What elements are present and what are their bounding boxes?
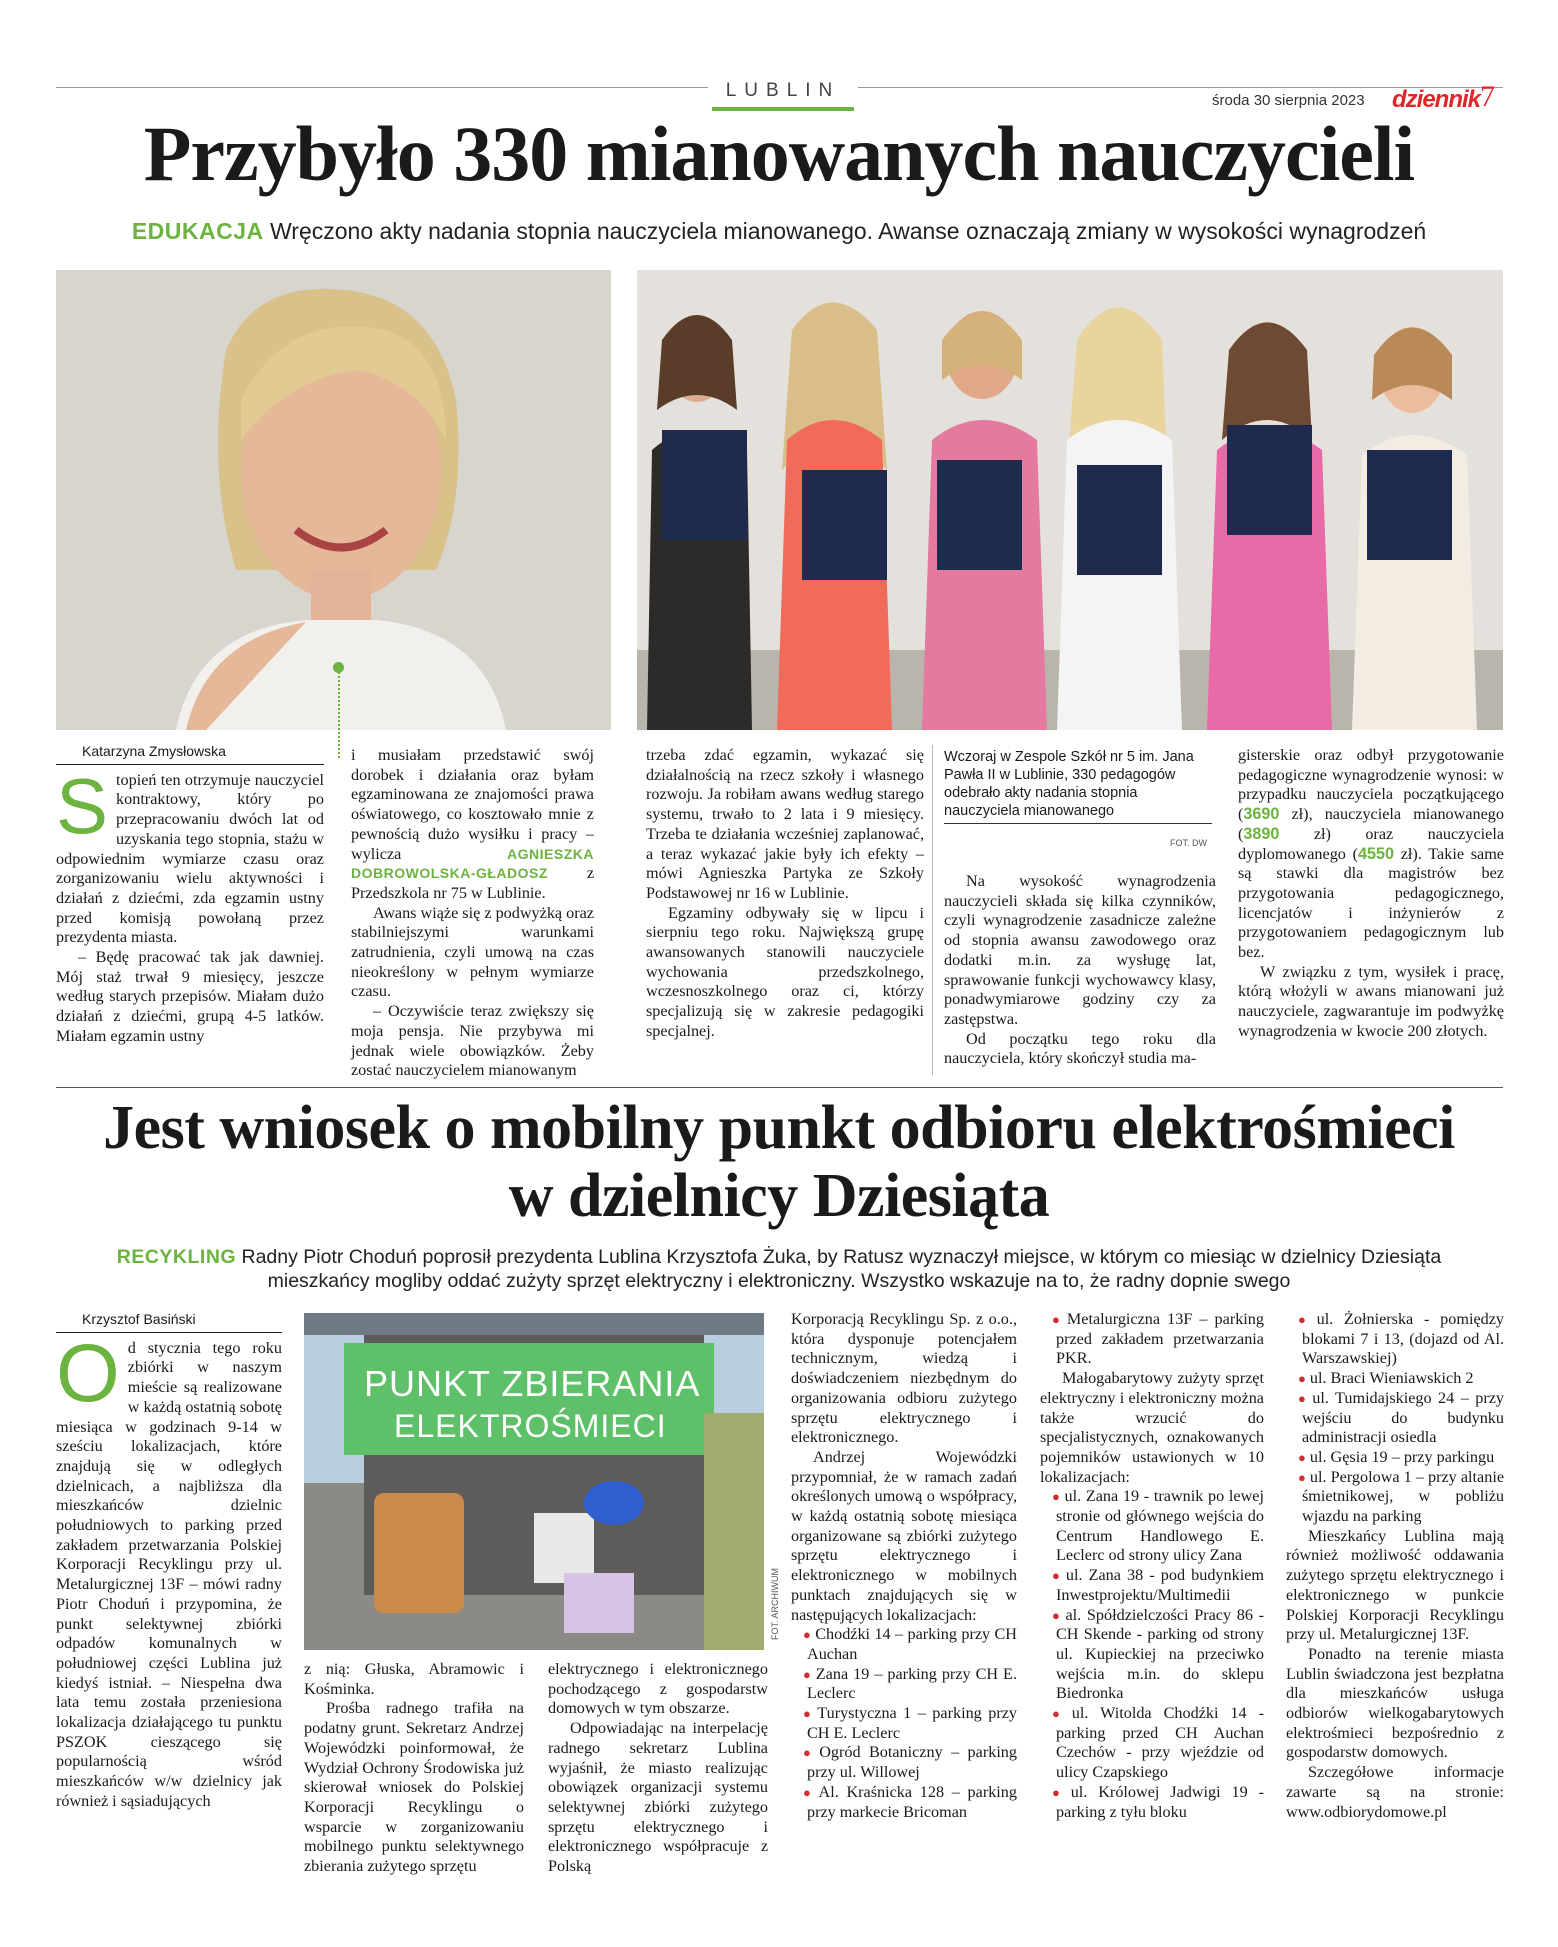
article1-lead-text: Wręczono akty nadania stopnia nauczyciela mianowanego. Awanse oznaczają zmiany w wysokości wynagrodzeń <box>270 218 1427 244</box>
article2-c1-p1: d stycznia tego roku zbiórki w naszym mieście są realizowane w każdą ostatnią sobotę miesiąca w godzinach 9-14 w sześciu lokalizacjach, które znajdują się w odległych dzielnicach, a najbliższa dla mieszkańców dzielnic południowych to parking przed zakładem przetwarzania Polskiej Korporacji Recyklingu przy ul. Metalurgicznej 13F – mówi radny Piotr Choduń i przypomina, że punkt selektywnej zbiórki odpadów komunalnych w południowej części Lublina już kiedyś istniał. – Niespełna dwa lata temu została przeniesiona lokalizacja działającego tu punktu PSZOK cieszącego się popularnością wśród mieszkańców w/w dzielnicy jak również i sąsiadujących <box>56 1338 282 1810</box>
location-list-item: ● Chodźki 14 – parking przy CH Auchan <box>791 1625 1017 1664</box>
article2-c3-p1: elektrycznego i elektronicznego pochodzącego z gospodarstw domowych w tym obszarze. <box>548 1660 768 1718</box>
article2-c6-p2: Ponadto na terenie miasta Lublin świadczona jest bezpłatna dla mieszkańców usługa odbiorów wielkogabarytowych elektrośmieci bezpośrednio z gospodarstw domowych. <box>1286 1644 1504 1762</box>
article1-column-1 <box>56 742 324 1047</box>
container-list-item: ● ul. Witolda Chodźki 14 - parking przed CH Auchan Czechów - przy wjeździe od ulicy Czapskiego <box>1040 1704 1264 1783</box>
article2-headline-line1: Jest wniosek o mobilny punkt odbioru elektrośmieci <box>103 1094 1455 1162</box>
article2-c3-p2: Odpowiadając na interpelację radnego sekretarz Lublina wyjaśnił, że miasto realizując obowiązek organizacji systemu selektywnej zbiórki zużytego sprzętu elektrycznego i elektronicznego współpracuje z Polską <box>548 1719 768 1876</box>
article2-c4-p2: Andrzej Wojewódzki przypomniał, że w ramach zadań określonych umową o współpracy, w każdą ostatnią sobotę miesiąca organizowane są zbiórki zużytego sprzętu elektrycznego i elektronicznego w mobilnych punktach znajdujących się w następujących lokalizacjach: <box>791 1447 1017 1624</box>
article1-column-3 <box>646 746 924 1042</box>
article1-c1-p1: topień ten otrzymuje nauczyciel kontraktowy, który po przepracowaniu dwóch lat od uzyskania tego stopnia, stażu w odpowiednim wymiarze czasu oraz zorganizowaniu wielu aktywności i działań z dziećmi, zda egzamin ustny przed komisją powołaną przez prezydenta miasta. <box>56 770 324 947</box>
photo-caption <box>944 748 1212 824</box>
location-list-item: ● Zana 19 – parking przy CH E. Leclerc <box>791 1665 1017 1704</box>
container-list-item: ● ul. Gęsia 19 – przy parkingu <box>1286 1448 1504 1468</box>
container-list-item: ● ul. Pergolowa 1 – przy altanie śmietnikowej, w pobliżu wjazdu na parking <box>1286 1468 1504 1527</box>
photo-caption-text: Wczoraj w Zespole Szkół nr 5 im. Jana Pawła II w Lublinie, 330 pedagogów odebrało akty nadania stopnia nauczyciela mianowanego <box>944 749 1194 819</box>
group-illustration <box>637 270 1503 730</box>
article1-c2-p3: – Oczywiście teraz zwiększy się moja pensja. Nie przybywa mi jednak wiele obowiązków. Żeby zostać nauczycielem mianowanym <box>351 1002 594 1080</box>
article1-c3-p1: trzeba zdać egzamin, wykazać się działalnością na rzecz szkoły i własnego rozwoju. Ja robiłam awans według starego systemu, trwało to 2 lata i 9 miesięcy. Trzeba te działania wcześniej zaplanować, a teraz wykazać jakie były ich efekty – mówi Agnieszka Partyka ze Szkoły Podstawowej nr 16 w Lublinie. <box>646 746 924 902</box>
article2-lead-line1: Radny Piotr Choduń poprosił prezydenta Lublina Krzysztofa Żuka, by Ratusz wyznaczył miejsce, w którym co miesiąc w dzielnicy Dziesiąta <box>241 1246 1442 1268</box>
article1-drop-cap: S <box>56 761 109 850</box>
container-list-item: ● ul. Zana 19 - trawnik po lewej stronie od głównego wejścia do Centrum Handlowego E. Leclerc od strony ulicy Zana <box>1040 1487 1264 1566</box>
column-rule <box>932 745 933 1075</box>
container-list-item: ● al. Spółdzielczości Pracy 86 - CH Skende - parking od strony ul. Kupieckiej na przeciwko wejścia m.in. do sklepu Biedronka <box>1040 1606 1264 1705</box>
page-number: 7 <box>1480 80 1495 113</box>
article1-author: Katarzyna Zmysłowska <box>56 742 324 765</box>
article2-author: Krzysztof Basiński <box>56 1310 282 1333</box>
article2-c6-p1: Mieszkańcy Lublina mają również możliwość oddawania zużytego sprzętu elektrycznego i elektronicznego w punkcie Polskiej Korporacji Recyklingu przy ul. Metalurgicznej 13F. <box>1286 1526 1504 1644</box>
article2-c2-p2: Prośba radnego trafiła na podatny grunt. Sekretarz Andrzej Wojewódzki poinformował, że Wydział Ochrony Środowiska już skierował wniosek do Polskiej Korporacji Recyklingu o wsparcie w zorganizowaniu mobilnego punktu selektywnego zbierania zużytego sprzętu <box>304 1699 524 1876</box>
article2-lead <box>40 1245 1518 1293</box>
portrait-pointer-line <box>338 668 340 758</box>
location-list-item: ● Turystyczna 1 – parking przy CH E. Leclerc <box>791 1704 1017 1743</box>
article2-column-6 <box>1286 1310 1504 1822</box>
article1-kicker: EDUKACJA <box>131 218 264 244</box>
issue-date: środa 30 sierpnia 2023 <box>1212 92 1365 109</box>
article2-drop-cap: O <box>56 1327 120 1419</box>
article1-c2-p2: Awans wiąże się z podwyżką oraz stabilniejszymi warunkami zatrudnienia, czyli umową na czas nieokreślony w pełnym wymiarze czasu. <box>351 903 594 1001</box>
salary-beginner: 3690 <box>1243 805 1280 824</box>
article2-column-5 <box>1040 1310 1264 1822</box>
group-photo <box>637 270 1503 730</box>
container-list-item: ● ul. Zana 38 - pod budynkiem Inwestprojektu/Multimedii <box>1040 1566 1264 1605</box>
article1-c4-p1: Na wysokość wynagrodzenia nauczycieli składa się kilka czynników, czyli wynagrodzenie zasadnicze zależne od stopnia awansu zawodowego oraz dodatki m.in. za wysługę lat, sprawowanie funkcji wychowawcy klasy, ponadwymiarowe godziny czy za zastępstwa. <box>944 872 1216 1028</box>
article1-lead <box>0 218 1558 245</box>
article1-c4-p2: Od początku tego roku dla nauczyciela, który skończył studia ma- <box>944 1029 1216 1068</box>
section-label: LUBLIN <box>708 80 858 102</box>
article2-headline-line2: w dzielnicy Dziesiąta <box>508 1162 1050 1230</box>
article2-column-4 <box>791 1310 1017 1822</box>
container-list-item: ● ul. Królowej Jadwigi 19 - parking z tyłu bloku <box>1040 1783 1264 1822</box>
portrait-illustration <box>56 270 611 730</box>
article1-headline: Przybyło 330 mianowanych nauczycieli <box>143 110 1415 197</box>
article1-c1-p2: – Będę pracować tak jak dawniej. Mój staż trwał 9 miesięcy, jeszcze według starych przepisów. Miałam dużo działań z dziećmi, grupą 4-5 latków. Miałam egzamin ustny <box>56 948 324 1045</box>
article2-column-3 <box>548 1660 768 1877</box>
article2-column-2 <box>304 1660 524 1877</box>
article2-kicker: RECYKLING <box>116 1246 237 1268</box>
banner-text-line1: PUNKT ZBIERANIA <box>364 1363 701 1404</box>
article1-column-4 <box>944 872 1216 1069</box>
recycling-photo <box>304 1313 764 1650</box>
recycling-photo-credit: FOT. ARCHIWUM <box>770 1568 780 1640</box>
article2-c6-p3: Szczegółowe informacje zawarte są na stronie: www.odbiorydomowe.pl <box>1286 1763 1504 1821</box>
article2-c2-p1: z nią: Głuska, Abramowic i Kośminka. <box>304 1660 524 1698</box>
article1-column-2 <box>351 746 594 1081</box>
container-list-item: ● ul. Braci Wieniawskich 2 <box>1286 1369 1504 1389</box>
article2-column-1 <box>56 1310 282 1812</box>
container-list-item: ● ul. Tumidajskiego 24 – przy wejściu do budynku administracji osiedla <box>1286 1389 1504 1448</box>
salary-certified: 4550 <box>1358 844 1395 863</box>
article1-c5-p2: W związku z tym, wysiłek i pracę, którą włożyli w awans mianowani już nauczyciele, zagwarantuje im podwyżkę wynagrodzenia w kwocie 200 złotych. <box>1238 962 1504 1040</box>
article-separator <box>56 1087 1503 1088</box>
article2-lead-line2: mieszkańcy mogliby oddać zużyty sprzęt elektryczny i elektroniczny. Wszystko wskazuje na to, że radny dopnie swego <box>267 1270 1291 1292</box>
article1-c3-p2: Egzaminy odbywały się w lipcu i sierpniu tego roku. Największą grupę awansowanych stanowili nauczyciele wychowania przedszkolnego, wczesnoszkolnego oraz ci, którzy specjalizują się w zakresie pedagogiki specjalnej. <box>646 903 924 1040</box>
article1-c5-p1: gisterskie oraz odbył przygotowanie pedagogiczne wynagrodzenie wynosi: w przypadku nauczyciela początkującego (3690 zł), nauczyciela mianowanego (3890 zł) oraz nauczyciela dyplomowanego (4550 zł). Takie same są stawki dla magistrów bez przygotowania pedagogicznego, licencjatów i inżynierów z przygotowaniem pedagogicznym lub bez. <box>1238 746 1504 962</box>
container-list-item: ● ul. Żołnierska - pomiędzy blokami 7 i 13, (dojazd od Al. Warszawskiej) <box>1286 1310 1504 1369</box>
salary-appointed: 3890 <box>1243 824 1280 843</box>
location-list-item: ● Ogród Botaniczny – parking przy ul. Willowej <box>791 1743 1017 1782</box>
portrait-pointer-dot <box>333 662 344 673</box>
banner-text-line2: ELEKTROŚMIECI <box>394 1408 667 1444</box>
article2-c5-p: Małogabarytowy zużyty sprzęt elektryczny i elektroniczny można także wrzucić do specjalistycznych, oznakowanych pojemników ustawionych w 10 lokalizacjach: <box>1040 1369 1264 1486</box>
article1-c2-p1: i musiałam przedstawić swój dorobek i działania oraz byłam egzaminowana ze znajomości prawa oświatowego, co kosztowało mnie z pewnością dużo wysiłku i pracy – wylicza AGNIESZKA DOBROWOLSKA-GŁADOSZ z Przedszkola nr 75 w Lublinie. <box>351 746 594 902</box>
location-list-item: ● Metalurgiczna 13F – parking przed zakładem przetwarzania PKR. <box>1040 1310 1264 1369</box>
portrait-photo <box>56 270 611 730</box>
article1-column-5 <box>1238 746 1504 1042</box>
article2-c4-p1: Korporacją Recyklingu Sp. z o.o., która dysponuje potencjałem technicznym, wiedzą i doświadczeniem niezbędnym do organizowania odbioru zużytego sprzętu elektrycznego i elektronicznego. <box>791 1310 1017 1447</box>
newspaper-logo: dziennik <box>1392 86 1481 113</box>
location-list-item: ● Al. Kraśnicka 128 – parking przy markecie Bricoman <box>791 1783 1017 1822</box>
interviewee-name: AGNIESZKA DOBROWOLSKA-GŁADOSZ <box>351 845 594 882</box>
photo-credit: FOT. DW <box>1170 838 1207 848</box>
